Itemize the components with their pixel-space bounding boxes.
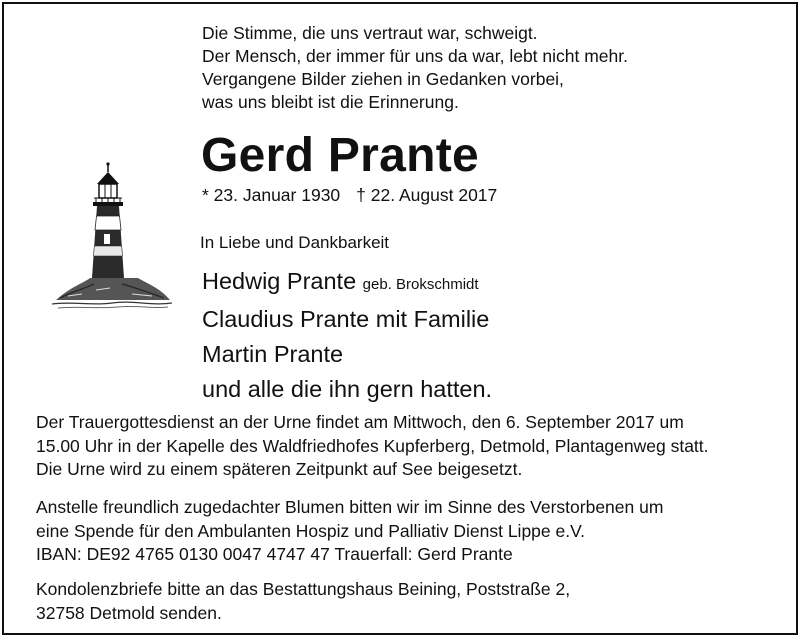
maiden-name: geb. Brokschmidt — [362, 276, 479, 293]
mourner-name-text: Hedwig Prante — [202, 268, 357, 294]
deceased-name: Gerd Prante — [201, 129, 480, 182]
death-date: † 22. August 2017 — [356, 185, 498, 205]
service-line: Die Urne wird zu einem späteren Zeitpunkt auf See beigesetzt. — [36, 459, 523, 479]
donation-line: IBAN: DE92 4765 0130 0047 4747 47 Trauerfall: Gerd Prante — [36, 544, 513, 564]
poem-line: was uns bleibt ist die Erinnerung. — [202, 92, 459, 112]
mourner-name — [202, 264, 492, 302]
mourner-name: Martin Prante — [202, 341, 344, 367]
poem-line: Vergangene Bilder ziehen in Gedanken vorbei, — [202, 69, 564, 89]
lighthouse-icon — [52, 160, 172, 310]
donation-line: Anstelle freundlich zugedachter Blumen bitten wir im Sinne des Verstorbenen um — [36, 497, 664, 517]
condolence-line: Kondolenzbriefe bitte an das Bestattungshaus Beining, Poststraße 2, — [36, 579, 571, 599]
condolence-info — [36, 578, 570, 625]
poem-line: Die Stimme, die uns vertraut war, schweigt. — [202, 23, 538, 43]
life-dates — [202, 185, 497, 206]
birth-date: * 23. Januar 1930 — [202, 185, 341, 205]
poem — [202, 22, 628, 114]
mourners-list — [202, 264, 492, 407]
service-info — [36, 411, 709, 482]
mourner-name: Claudius Prante mit Familie — [202, 306, 490, 332]
mourner-name: und alle die ihn gern hatten. — [202, 376, 493, 402]
donation-line: eine Spende für den Ambulanten Hospiz und Palliativ Dienst Lippe e.V. — [36, 520, 586, 541]
condolence-line: 32758 Detmold senden. — [36, 602, 222, 623]
thanks-line: In Liebe und Dankbarkeit — [200, 233, 390, 252]
service-line: 15.00 Uhr in der Kapelle des Waldfriedhofes Kupferberg, Detmold, Plantagenweg statt. — [36, 435, 709, 456]
poem-line: Der Mensch, der immer für uns da war, lebt nicht mehr. — [202, 46, 628, 66]
donation-info — [36, 496, 663, 567]
service-line: Der Trauergottesdienst an der Urne findet am Mittwoch, den 6. September 2017 um — [36, 412, 684, 432]
